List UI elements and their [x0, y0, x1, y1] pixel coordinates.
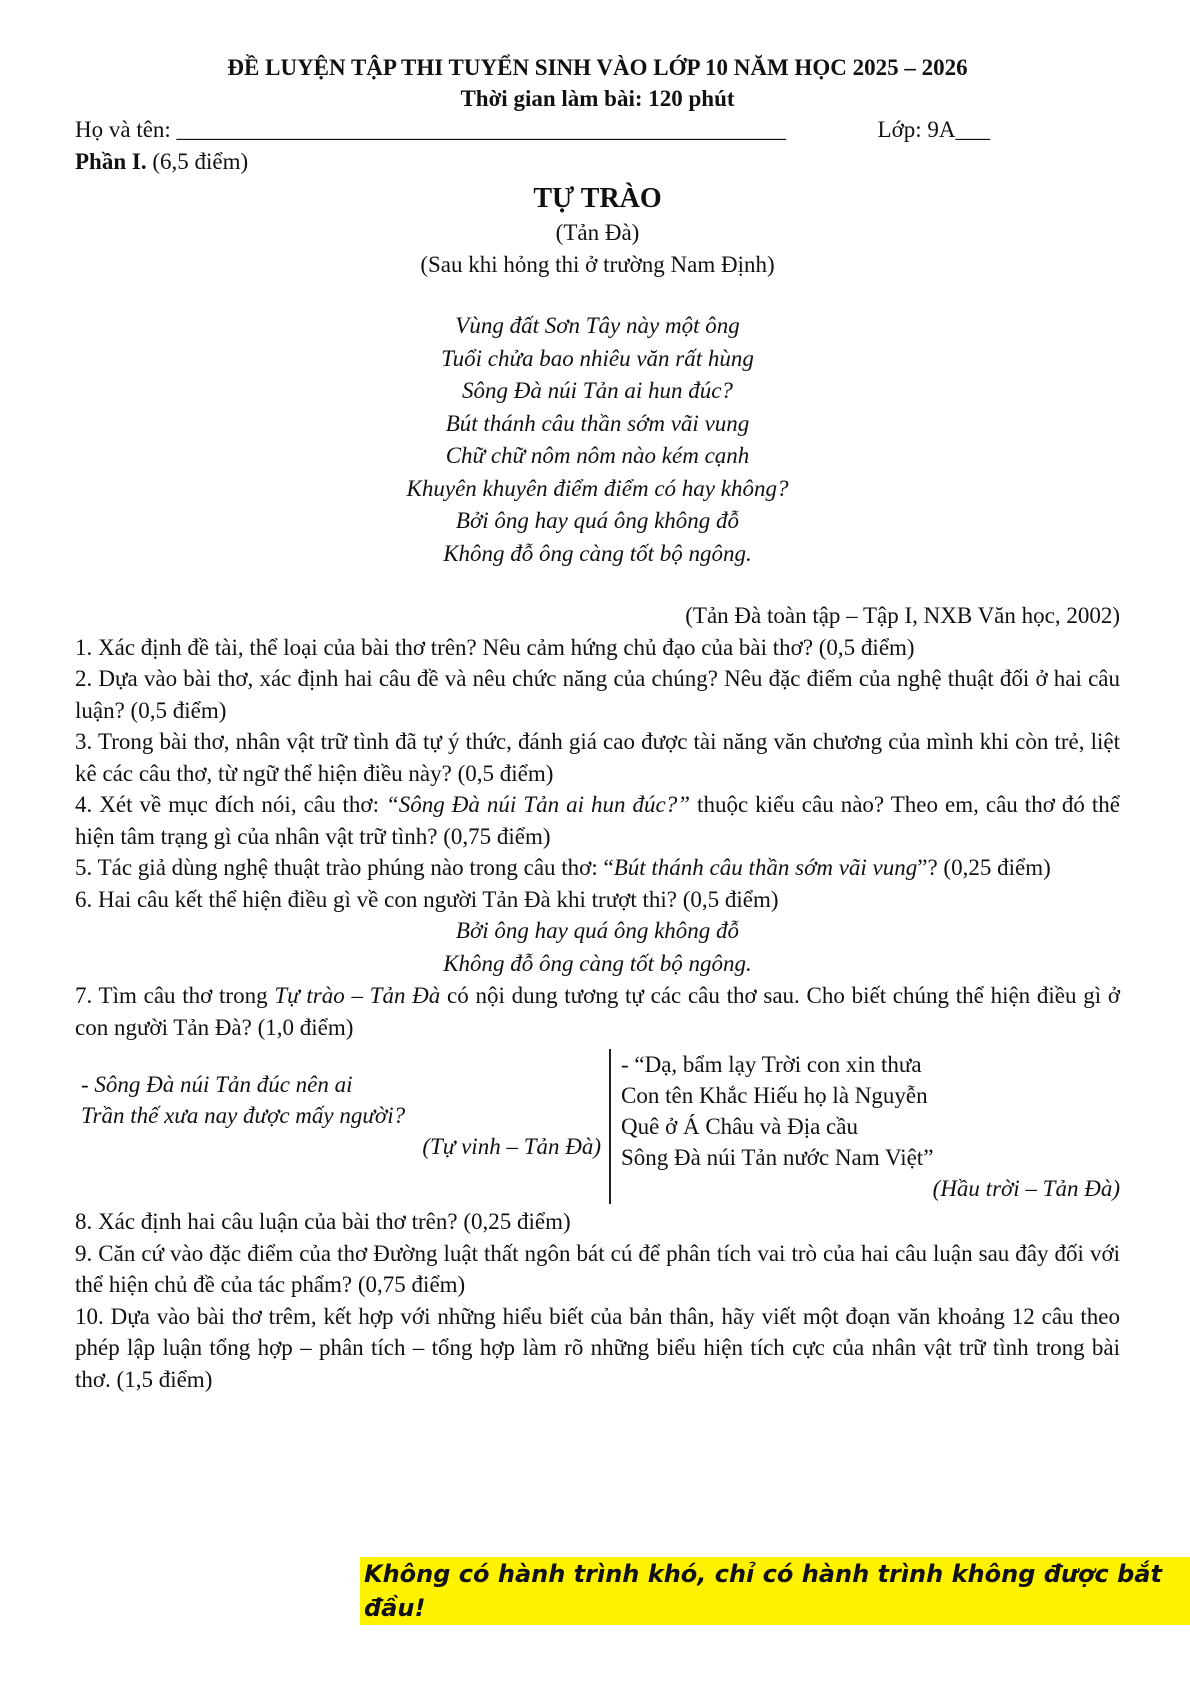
poem-title: TỰ TRÀO: [533, 183, 662, 214]
question-4-text-end: thuộc kiểu câu nào? Theo em, câu thơ đó thể hiện tâm trạng gì của nhân vật trữ tình? (0,75 điểm): [75, 792, 1120, 849]
question-7-text: 7. Tìm câu thơ trong: [75, 983, 275, 1008]
question-8: 8. Xác định hai câu luận của bài thơ trên? (0,25 điểm): [75, 1209, 571, 1234]
question-4-text: 4. Xét về mục đích nói, câu thơ:: [75, 792, 386, 817]
exam-title: ĐỀ LUYỆN TẬP THI TUYỂN SINH VÀO LỚP 10 NĂM HỌC 2025 – 2026: [227, 55, 968, 80]
quote-line: Không đỗ ông càng tốt bộ ngông.: [443, 950, 752, 976]
comparison-right: [619, 1049, 1120, 1204]
comparison-block: [75, 1049, 1120, 1204]
poem-body: [75, 310, 1120, 570]
poem-line: Bút thánh câu thần sớm vãi vung: [445, 410, 750, 436]
student-info-line: [75, 114, 1120, 146]
question-5-text: 5. Tác giả dùng nghệ thuật trào phúng nào trong câu thơ: “: [75, 855, 614, 880]
question-7-title: Tự trào – Tản Đà: [274, 983, 441, 1008]
motto-banner: Không có hành trình khó, chỉ có hành trình không được bắt đầu!: [360, 1557, 1190, 1625]
comparison-line: - “Dạ, bẩm lạy Trời con xin thưa: [621, 1052, 922, 1077]
poem-line: Không đỗ ông càng tốt bộ ngông.: [443, 540, 752, 566]
part-label: Phần I.: [75, 148, 147, 174]
class-field[interactable]: Lớp: 9A___: [877, 117, 990, 142]
poem-line: Khuyên khuyên điểm điểm có hay không?: [406, 475, 789, 501]
question-4: [75, 789, 1120, 852]
comparison-line: - Sông Đà núi Tản đúc nên ai: [81, 1072, 353, 1097]
poem-line: Bởi ông hay quá ông không đỗ: [455, 508, 740, 533]
poem-line: Chữ chữ nôm nôm nào kém cạnh: [445, 443, 750, 468]
poem-source: (Tản Đà toàn tập – Tập I, NXB Văn học, 2002): [685, 603, 1120, 628]
poem-note: (Sau khi hỏng thi ở trường Nam Định): [420, 251, 775, 277]
question-2: 2. Dựa vào bài thơ, xác định hai câu đề và nêu chức năng của chúng? Nêu đặc điểm của nghệ thuật đối ở hai câu luận? (0,5 điểm): [75, 666, 1120, 723]
comparison-source: (Tự vinh – Tản Đà): [422, 1134, 601, 1159]
exam-time: Thời gian làm bài: 120 phút: [460, 86, 735, 111]
comparison-line: Sông Đà núi Tản nước Nam Việt”: [621, 1145, 934, 1170]
exam-page: [75, 52, 1120, 1395]
part-heading: [75, 146, 1120, 178]
question-7: [75, 980, 1120, 1043]
comparison-divider: [609, 1049, 611, 1204]
comparison-source: (Hầu trời – Tản Đà): [932, 1176, 1120, 1201]
quote-line: Bởi ông hay quá ông không đỗ: [455, 918, 740, 943]
question-5-text-end: ”? (0,25 điểm): [917, 855, 1051, 880]
question-4-quote: “Sông Đà núi Tản ai hun đúc?”: [385, 792, 691, 817]
name-field[interactable]: Họ và tên: _____________________________________________________: [75, 117, 787, 142]
question-7-text-end: có nội dung tương tự các câu thơ sau. Cho biết chúng thể hiện điều gì ở con người Tản Đà? (1,0 điểm): [75, 983, 1120, 1040]
question-9: 9. Căn cứ vào đặc điểm của thơ Đường luật thất ngôn bát cú để phân tích vai trò của hai câu luận sau đây đối với thể hiện chủ đề của tác phẩm? (0,75 điểm): [75, 1240, 1120, 1297]
poem-line: Vùng đất Sơn Tây này một ông: [455, 313, 740, 338]
comparison-left: [75, 1049, 601, 1204]
poem-author: (Tản Đà): [555, 220, 640, 245]
comparison-line: Quê ở Á Châu và Địa cầu: [621, 1114, 858, 1139]
poem-line: Sông Đà núi Tản ai hun đúc?: [462, 378, 733, 403]
comparison-line: Trần thế xưa nay được mấy người?: [81, 1103, 406, 1128]
question-5-quote: Bút thánh câu thần sớm vãi vung: [613, 855, 918, 880]
question-6-quote: [75, 915, 1120, 980]
question-1: 1. Xác định đề tài, thể loại của bài thơ trên? Nêu cảm hứng chủ đạo của bài thơ? (0,5 điểm): [75, 634, 915, 660]
part-score: (6,5 điểm): [146, 148, 249, 174]
comparison-line: Con tên Khắc Hiếu họ là Nguyễn: [621, 1083, 928, 1108]
question-3: 3. Trong bài thơ, nhân vật trữ tình đã tự ý thức, đánh giá cao được tài năng văn chương của mình khi còn trẻ, liệt kê các câu thơ, từ ngữ thể hiện điều này? (0,5 điểm): [75, 729, 1120, 786]
poem-line: Tuổi chửa bao nhiêu văn rất hùng: [441, 345, 754, 371]
question-5: [75, 852, 1120, 884]
question-6: 6. Hai câu kết thể hiện điều gì về con người Tản Đà khi trượt thi? (0,5 điểm): [75, 886, 779, 912]
question-10: 10. Dựa vào bài thơ trêm, kết hợp với những hiểu biết của bản thân, hãy viết một đoạn văn khoảng 12 câu theo phép lập luận tổng hợp – phân tích – tổng hợp làm rõ những biểu hiện tích cực của nhân vật trữ tình trong bài thơ. (1,5 điểm): [75, 1303, 1120, 1392]
